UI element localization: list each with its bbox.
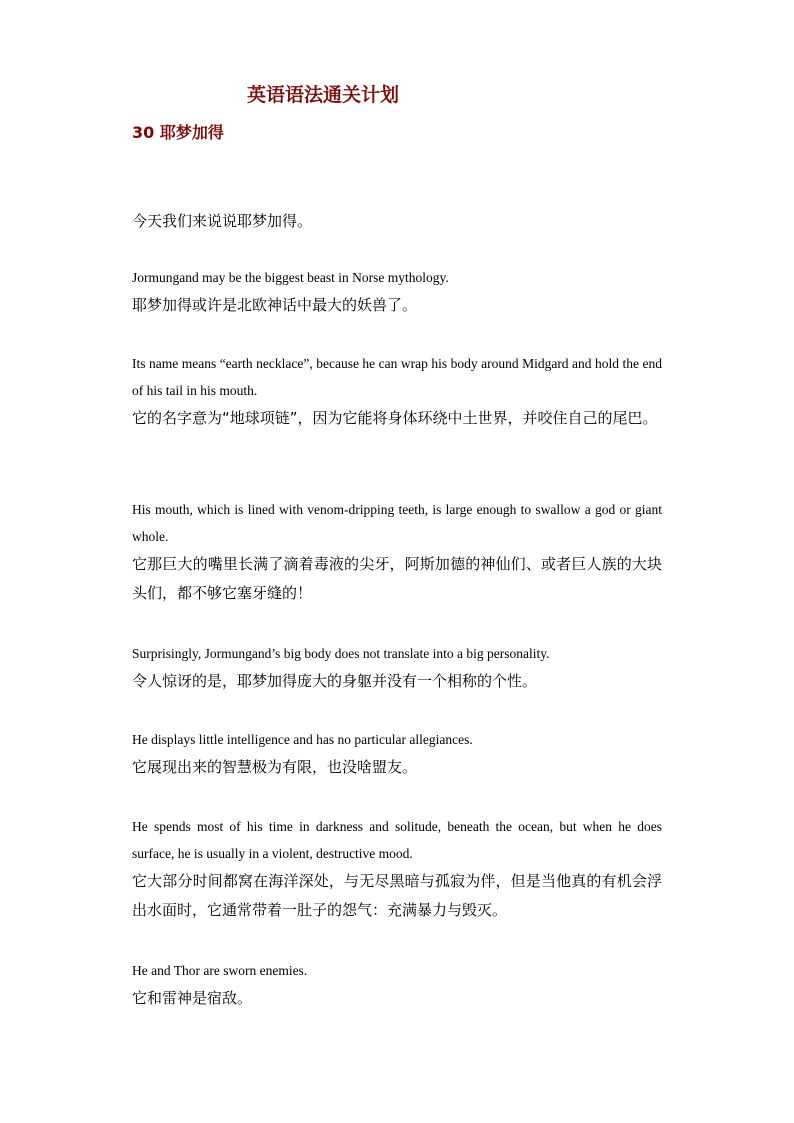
english-sentence: He spends most of his time in darkness and solitude, beneath the ocean, but when he does surface, he is usually in a violent, destructive mood. <box>132 819 662 861</box>
english-sentence: He displays little intelligence and has no particular allegiances. <box>132 732 473 747</box>
chinese-translation: 它大部分时间都窝在海洋深处，与无尽黑暗与孤寂为伴，但是当他真的有机会浮出水面时，它通常带着一肚子的怨气：充满暴力与毁灭。 <box>132 872 662 919</box>
document-title: 英语语法通关计划 <box>247 84 400 106</box>
sentence-block <box>132 726 662 782</box>
english-sentence: His mouth, which is lined with venom-dripping teeth, is large enough to swallow a god or giant whole. <box>132 502 662 544</box>
sentence-block <box>132 640 662 696</box>
chinese-translation: 它和雷神是宿敌。 <box>132 989 253 1007</box>
chinese-translation: 它展现出来的智慧极为有限，也没啥盟友。 <box>132 758 418 776</box>
sentence-block <box>132 813 662 925</box>
chinese-translation: 令人惊讶的是，耶梦加得庞大的身躯并没有一个相称的个性。 <box>132 672 538 690</box>
intro-paragraph: 今天我们来说说耶梦加得。 <box>132 212 313 230</box>
sentence-block <box>132 957 662 1013</box>
sentence-block <box>132 264 662 320</box>
english-sentence: Its name means “earth necklace”, because he can wrap his body around Midgard and hold the end of his tail in his mouth. <box>132 356 662 398</box>
english-sentence: He and Thor are sworn enemies. <box>132 963 308 978</box>
chinese-translation: 它那巨大的嘴里长满了滴着毒液的尖牙，阿斯加德的神仙们、或者巨人族的大块头们，都不够它塞牙缝的！ <box>132 555 662 602</box>
english-sentence: Jormungand may be the biggest beast in Norse mythology. <box>132 270 449 285</box>
sentence-block <box>132 350 662 433</box>
chinese-translation: 它的名字意为“地球项链”，因为它能将身体环绕中土世界，并咬住自己的尾巴。 <box>132 409 658 427</box>
lesson-title: 30 耶梦加得 <box>132 123 224 142</box>
english-sentence: Surprisingly, Jormungand’s big body does not translate into a big personality. <box>132 646 550 661</box>
chinese-translation: 耶梦加得或许是北欧神话中最大的妖兽了。 <box>132 296 418 314</box>
sentence-block <box>132 496 662 608</box>
